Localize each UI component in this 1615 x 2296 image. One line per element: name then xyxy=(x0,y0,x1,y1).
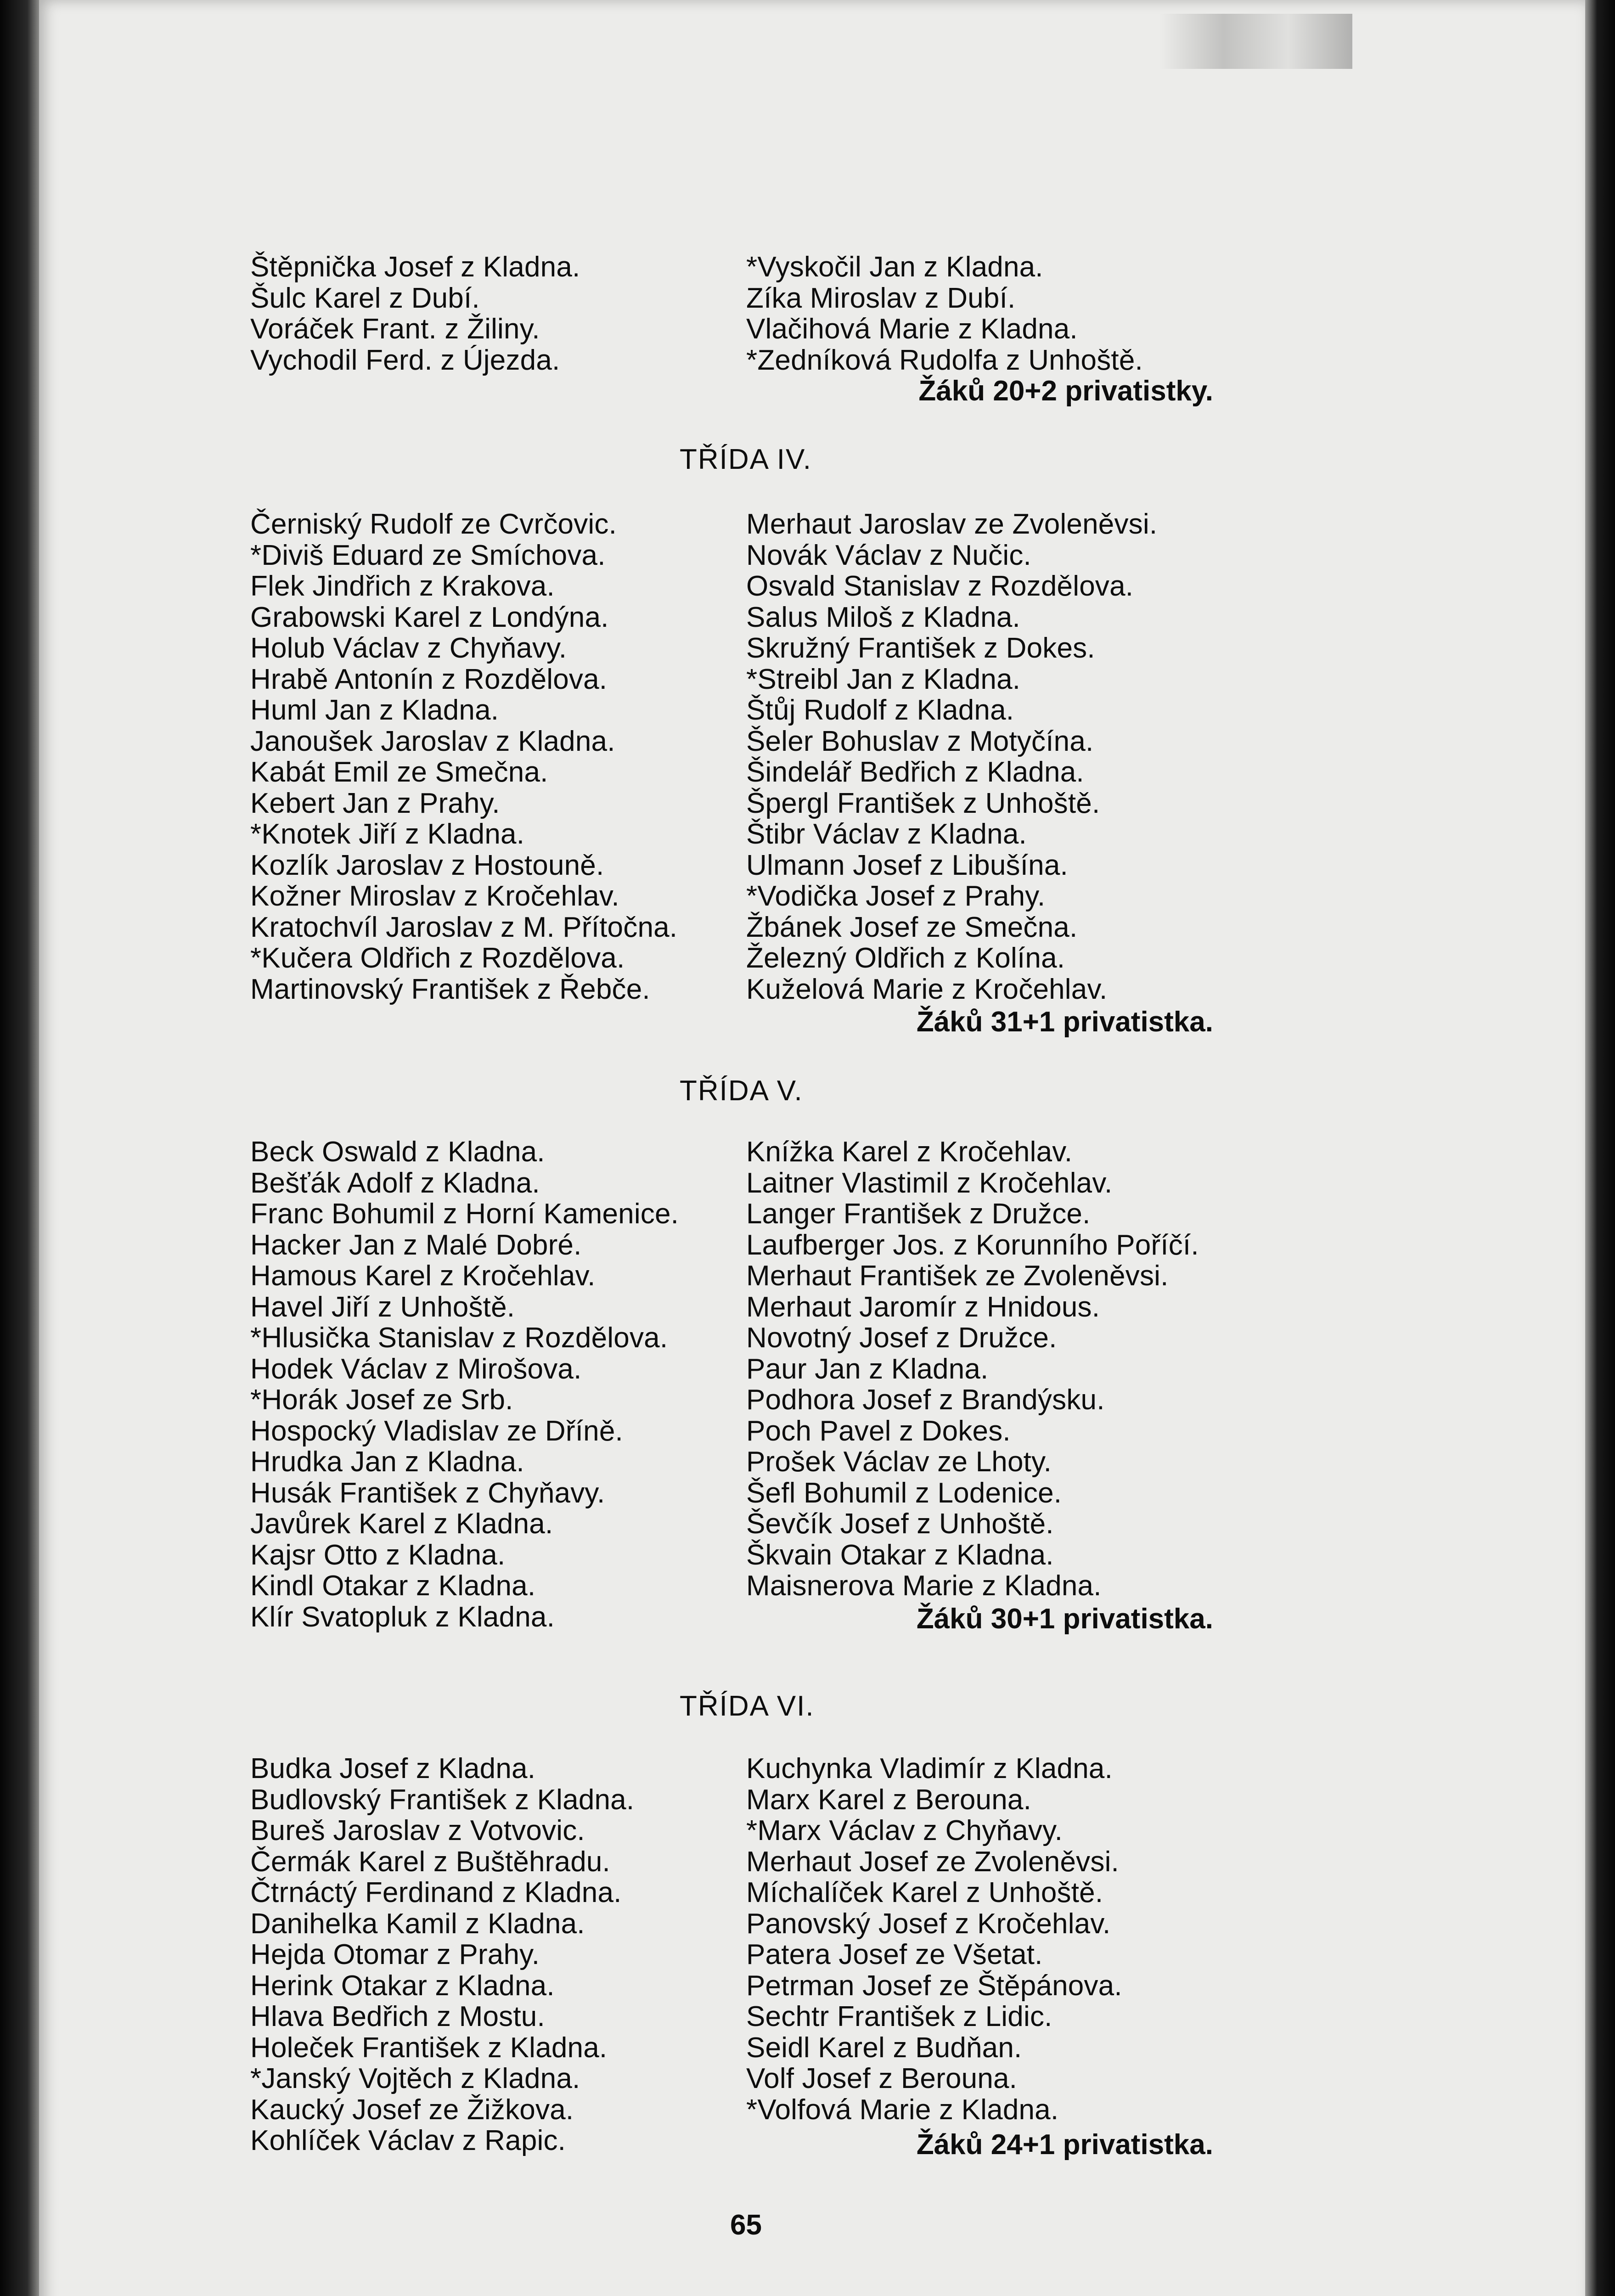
list-item: *Kučera Oldřich z Rozdělova. xyxy=(250,942,625,974)
list-item: Ševčík Josef z Unhoště. xyxy=(746,1508,1054,1540)
list-item: Laufberger Jos. z Korunního Poříčí. xyxy=(746,1229,1199,1261)
list-item: Bešťák Adolf z Kladna. xyxy=(250,1167,540,1199)
list-item: Zíka Miroslav z Dubí. xyxy=(746,282,1016,314)
page-number: 65 xyxy=(730,2209,762,2241)
list-item: Vychodil Ferd. z Újezda. xyxy=(250,344,560,376)
list-item: Volf Josef z Berouna. xyxy=(746,2063,1018,2094)
list-item: Kratochvíl Jaroslav z M. Přítočna. xyxy=(250,911,678,943)
list-item: Huml Jan z Kladna. xyxy=(250,694,499,726)
class5-right-list xyxy=(746,1137,1199,1602)
list-item: Hodek Václav z Mirošova. xyxy=(250,1353,582,1385)
list-item: Kohlíček Václav z Rapic. xyxy=(250,2125,566,2156)
list-item: Kuchynka Vladimír z Kladna. xyxy=(746,1753,1113,1784)
list-item: Langer František z Družce. xyxy=(746,1198,1091,1230)
list-item: Kebert Jan z Prahy. xyxy=(250,787,500,819)
list-item: Merhaut Josef ze Zvoleněvsi. xyxy=(746,1846,1119,1878)
list-item: *Marx Václav z Chyňavy. xyxy=(746,1815,1063,1846)
list-item: Grabowski Karel z Londýna. xyxy=(250,601,609,633)
list-item: *Horák Josef ze Srb. xyxy=(250,1384,513,1416)
class5-left-list xyxy=(250,1137,679,1632)
book-page xyxy=(39,0,1585,2296)
top-left-list xyxy=(250,252,580,376)
list-item: Merhaut Jaromír z Hnidous. xyxy=(746,1291,1100,1323)
list-item: Laitner Vlastimil z Kročehlav. xyxy=(746,1167,1113,1199)
list-item: Kožner Miroslav z Kročehlav. xyxy=(250,880,619,912)
top-summary: Žáků 20+2 privatistky. xyxy=(918,375,1213,407)
list-item: Kaucký Josef ze Žižkova. xyxy=(250,2093,574,2126)
list-item: *Vyskočil Jan z Kladna. xyxy=(746,251,1043,283)
list-item: Klír Svatopluk z Kladna. xyxy=(250,1601,555,1633)
list-item: Kindl Otakar z Kladna. xyxy=(250,1570,536,1602)
list-item: Paur Jan z Kladna. xyxy=(746,1353,989,1385)
list-item: Holeček František z Kladna. xyxy=(250,2032,608,2064)
list-item: Čermák Karel z Buštěhradu. xyxy=(250,1846,610,1878)
list-item: Šindelář Bedřich z Kladna. xyxy=(746,756,1084,788)
list-item: Kajsr Otto z Kladna. xyxy=(250,1539,506,1571)
list-item: Seidl Karel z Budňan. xyxy=(746,2032,1022,2064)
list-item: Špergl František z Unhoště. xyxy=(746,787,1100,819)
class6-summary: Žáků 24+1 privatistka. xyxy=(916,2129,1213,2161)
list-item: Kozlík Jaroslav z Hostouně. xyxy=(250,849,604,881)
list-item: Černiský Rudolf ze Cvrčovic. xyxy=(250,508,617,540)
list-item: *Diviš Eduard ze Smíchova. xyxy=(250,539,606,571)
list-item: Sechtr František z Lidic. xyxy=(746,2001,1052,2032)
list-item: Maisnerova Marie z Kladna. xyxy=(746,1570,1102,1602)
list-item: Merhaut František ze Zvoleněvsi. xyxy=(746,1260,1169,1292)
list-item: Salus Miloš z Kladna. xyxy=(746,601,1020,633)
list-item: Javůrek Karel z Kladna. xyxy=(250,1508,553,1540)
list-item: Kabát Emil ze Smečna. xyxy=(250,756,548,788)
list-item: Marx Karel z Berouna. xyxy=(746,1784,1032,1816)
list-item: Šeler Bohuslav z Motyčína. xyxy=(746,725,1094,757)
list-item: Hlava Bedřich z Mostu. xyxy=(250,2001,545,2032)
list-item: Bureš Jaroslav z Votvovic. xyxy=(250,1815,585,1846)
list-item: Merhaut Jaroslav ze Zvoleněvsi. xyxy=(746,508,1158,540)
list-item: *Zedníková Rudolfa z Unhoště. xyxy=(746,344,1143,376)
class4-left-list xyxy=(250,509,677,1005)
top-right-list xyxy=(746,252,1143,376)
list-item: Knížka Karel z Kročehlav. xyxy=(746,1136,1073,1168)
class4-heading: TŘÍDA IV. xyxy=(680,444,812,475)
list-item: Žbánek Josef ze Smečna. xyxy=(746,911,1078,943)
list-item: Husák František z Chyňavy. xyxy=(250,1477,605,1509)
list-item: Panovský Josef z Kročehlav. xyxy=(746,1908,1111,1940)
list-item: Hamous Karel z Kročehlav. xyxy=(250,1260,596,1292)
list-item: Štěpnička Josef z Kladna. xyxy=(250,251,580,283)
list-item: Danihelka Kamil z Kladna. xyxy=(250,1908,585,1940)
list-item: Budka Josef z Kladna. xyxy=(250,1753,536,1784)
list-item: Flek Jindřich z Krakova. xyxy=(250,570,555,602)
scan-smudge xyxy=(1159,14,1352,69)
list-item: Železný Oldřich z Kolína. xyxy=(746,942,1065,974)
list-item: Čtrnáctý Ferdinand z Kladna. xyxy=(250,1877,622,1908)
class6-right-list xyxy=(746,1753,1122,2125)
class5-summary: Žáků 30+1 privatistka. xyxy=(916,1603,1213,1635)
list-item: Vlačihová Marie z Kladna. xyxy=(746,313,1078,345)
list-item: Beck Oswald z Kladna. xyxy=(250,1136,545,1168)
list-item: Šefl Bohumil z Lodenice. xyxy=(746,1477,1062,1509)
list-item: Voráček Frant. z Žiliny. xyxy=(250,313,540,345)
scan-left-edge xyxy=(0,0,39,2296)
list-item: Skružný František z Dokes. xyxy=(746,632,1095,664)
class4-summary: Žáků 31+1 privatistka. xyxy=(916,1006,1213,1038)
list-item: Budlovský František z Kladna. xyxy=(250,1784,635,1816)
list-item: *Volfová Marie z Kladna. xyxy=(746,2093,1059,2126)
list-item: Hrudka Jan z Kladna. xyxy=(250,1446,524,1478)
list-item: Poch Pavel z Dokes. xyxy=(746,1415,1011,1447)
list-item: Kuželová Marie z Kročehlav. xyxy=(746,973,1108,1005)
scan-right-edge xyxy=(1585,0,1615,2296)
list-item: Hacker Jan z Malé Dobré. xyxy=(250,1229,582,1261)
list-item: Ulmann Josef z Libušína. xyxy=(746,849,1068,881)
list-item: Hrabě Antonín z Rozdělova. xyxy=(250,663,608,695)
list-item: Prošek Václav ze Lhoty. xyxy=(746,1446,1052,1478)
list-item: Štůj Rudolf z Kladna. xyxy=(746,694,1014,726)
list-item: Herink Otakar z Kladna. xyxy=(250,1970,555,2002)
class6-heading: TŘÍDA VI. xyxy=(680,1690,815,1722)
list-item: Petrman Josef ze Štěpánova. xyxy=(746,1970,1122,2002)
list-item: Hospocký Vladislav ze Dříně. xyxy=(250,1415,623,1447)
list-item: Patera Josef ze Všetat. xyxy=(746,1939,1043,1970)
list-item: *Knotek Jiří z Kladna. xyxy=(250,818,525,850)
list-item: Osvald Stanislav z Rozdělova. xyxy=(746,570,1134,602)
list-item: Novotný Josef z Družce. xyxy=(746,1322,1057,1354)
list-item: Šulc Karel z Dubí. xyxy=(250,282,480,314)
list-item: Míchalíček Karel z Unhoště. xyxy=(746,1877,1103,1908)
list-item: Škvain Otakar z Kladna. xyxy=(746,1539,1054,1571)
list-item: Hejda Otomar z Prahy. xyxy=(250,1939,540,1970)
list-item: *Vodička Josef z Prahy. xyxy=(746,880,1046,912)
list-item: Havel Jiří z Unhoště. xyxy=(250,1291,515,1323)
list-item: Novák Václav z Nučic. xyxy=(746,539,1031,571)
list-item: *Janský Vojtěch z Kladna. xyxy=(250,2063,580,2094)
class6-left-list xyxy=(250,1753,634,2156)
list-item: Franc Bohumil z Horní Kamenice. xyxy=(250,1198,679,1230)
list-item: Podhora Josef z Brandýsku. xyxy=(746,1384,1105,1416)
list-item: Štibr Václav z Kladna. xyxy=(746,818,1027,850)
list-item: Holub Václav z Chyňavy. xyxy=(250,632,567,664)
list-item: *Streibl Jan z Kladna. xyxy=(746,663,1021,695)
list-item: Janoušek Jaroslav z Kladna. xyxy=(250,725,615,757)
class5-heading: TŘÍDA V. xyxy=(680,1075,803,1107)
list-item: Martinovský František z Řebče. xyxy=(250,973,650,1005)
list-item: *Hlusička Stanislav z Rozdělova. xyxy=(250,1322,668,1354)
class4-right-list xyxy=(746,509,1157,1005)
